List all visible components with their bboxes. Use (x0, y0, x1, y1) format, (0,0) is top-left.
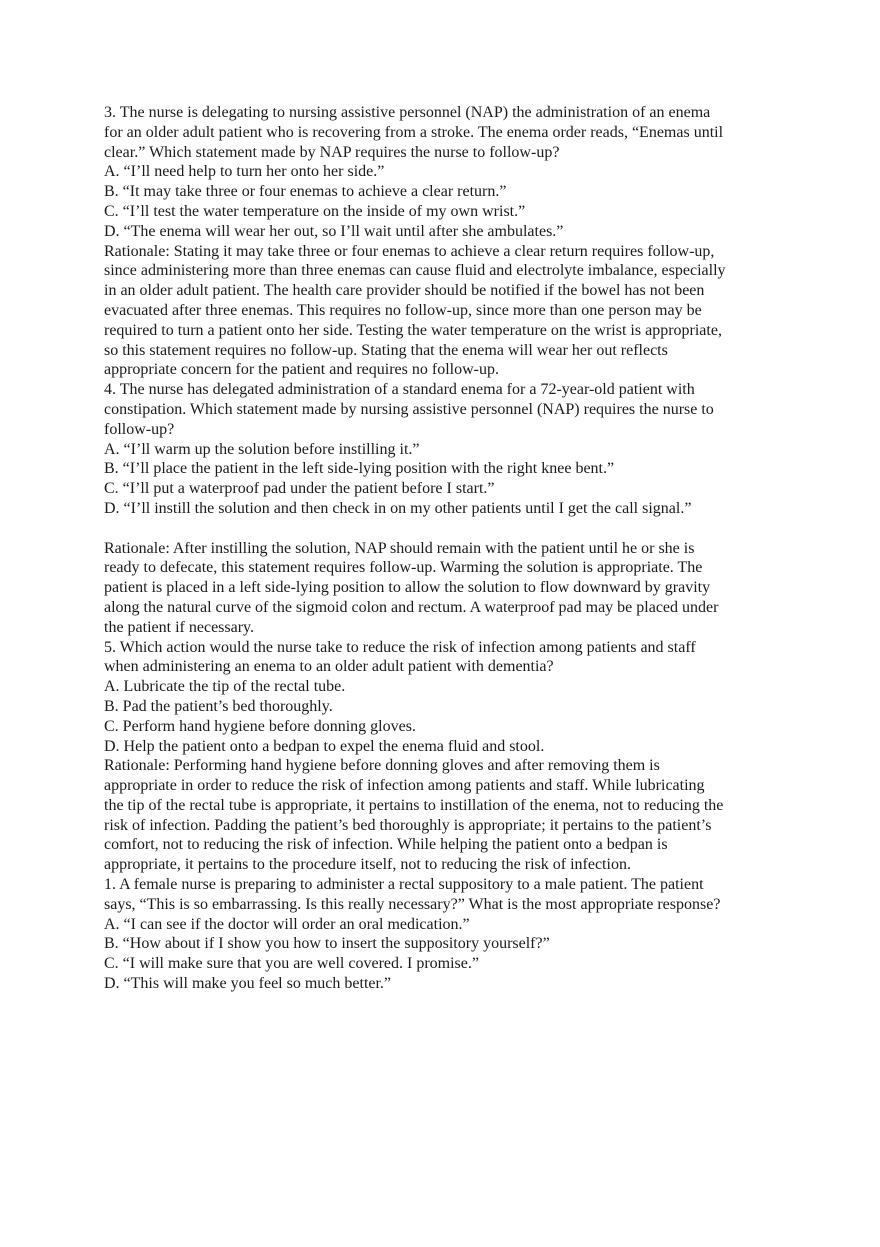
text-line: in an older adult patient. The health care provider should be notified if the bowel has not been (104, 282, 705, 300)
text-line: A. “I’ll need help to turn her onto her side.” (104, 163, 385, 181)
text-line: says, “This is so embarrassing. Is this really necessary?” What is the most appropriate response? (104, 895, 721, 913)
text-line: follow-up? (104, 420, 175, 438)
text-line: 1. A female nurse is preparing to administer a rectal suppository to a male patient. The patient (104, 876, 704, 894)
text-line: the patient if necessary. (104, 618, 255, 636)
text-line: appropriate, it pertains to the procedure itself, not to reducing the risk of infection. (104, 856, 631, 874)
text-line: 3. The nurse is delegating to nursing assistive personnel (NAP) the administration of an enema (104, 104, 711, 121)
text-line: the tip of the rectal tube is appropriate, it pertains to instillation of the enema, not to reducing the (104, 796, 724, 814)
text-line: when administering an enema to an older adult patient with dementia? (104, 658, 554, 676)
text-line: B. “It may take three or four enemas to achieve a clear return.” (104, 183, 507, 201)
text-line: A. “I’ll warm up the solution before instilling it.” (104, 440, 420, 458)
document-page (104, 103, 780, 994)
text-line: B. Pad the patient’s bed thoroughly. (104, 697, 333, 715)
text-line: C. “I’ll test the water temperature on the inside of my own wrist.” (104, 202, 526, 220)
text-line: A. “I can see if the doctor will order an oral medication.” (104, 915, 470, 933)
text-line: C. “I’ll put a waterproof pad under the patient before I start.” (104, 480, 495, 498)
text-line: constipation. Which statement made by nursing assistive personnel (NAP) requires the nurse to (104, 400, 714, 418)
text-line: comfort, not to reducing the risk of infection. While helping the patient onto a bedpan is (104, 836, 668, 854)
text-line: ready to defecate, this statement requires follow-up. Warming the solution is appropriate. The (104, 559, 703, 577)
text-line: A. Lubricate the tip of the rectal tube. (104, 678, 346, 696)
text-line: since administering more than three enemas can cause fluid and electrolyte imbalance, especially (104, 262, 726, 280)
text-line: D. “This will make you feel so much better.” (104, 975, 392, 993)
text-line: D. “The enema will wear her out, so I’ll wait until after she ambulates.” (104, 222, 564, 240)
text-line: for an older adult patient who is recovering from a stroke. The enema order reads, “Enemas until (104, 123, 724, 141)
text-line: 4. The nurse has delegated administration of a standard enema for a 72-year-old patient with (104, 381, 695, 399)
text-line: risk of infection. Padding the patient’s bed thoroughly is appropriate; it pertains to the patient’s (104, 816, 712, 834)
text-line: C. Perform hand hygiene before donning gloves. (104, 717, 416, 735)
text-line: clear.” Which statement made by NAP requires the nurse to follow-up? (104, 143, 560, 161)
text-line: D. “I’ll instill the solution and then check in on my other patients until I get the call signal.” (104, 499, 692, 517)
text-line: appropriate concern for the patient and requires no follow-up. (104, 361, 499, 379)
text-line: along the natural curve of the sigmoid colon and rectum. A waterproof pad may be placed under (104, 598, 719, 616)
text-line: so this statement requires no follow-up. Stating that the enema will wear her out reflects (104, 341, 668, 359)
text-line: patient is placed in a left side-lying position to allow the solution to flow downward by gravity (104, 579, 711, 597)
text-line: D. Help the patient onto a bedpan to expel the enema fluid and stool. (104, 737, 545, 755)
text-line: evacuated after three enemas. This requires no follow-up, since more than one person may be (104, 301, 702, 319)
text-line: appropriate in order to reduce the risk of infection among patients and staff. While lubricating (104, 777, 705, 795)
text-line: Rationale: After instilling the solution, NAP should remain with the patient until he or she is (104, 539, 695, 557)
text-line: 5. Which action would the nurse take to reduce the risk of infection among patients and staff (104, 638, 696, 656)
text-line: C. “I will make sure that you are well covered. I promise.” (104, 955, 479, 973)
text-line: Rationale: Performing hand hygiene before donning gloves and after removing them is (104, 757, 660, 775)
text-line: Rationale: Stating it may take three or four enemas to achieve a clear return requires follow-up, (104, 242, 715, 260)
text-line: required to turn a patient onto her side. Testing the water temperature on the wrist is appropriate, (104, 321, 722, 339)
blank-line (104, 519, 780, 539)
text-line: B. “I’ll place the patient in the left side-lying position with the right knee bent.” (104, 460, 615, 478)
text-line: B. “How about if I show you how to insert the suppository yourself?” (104, 935, 550, 953)
